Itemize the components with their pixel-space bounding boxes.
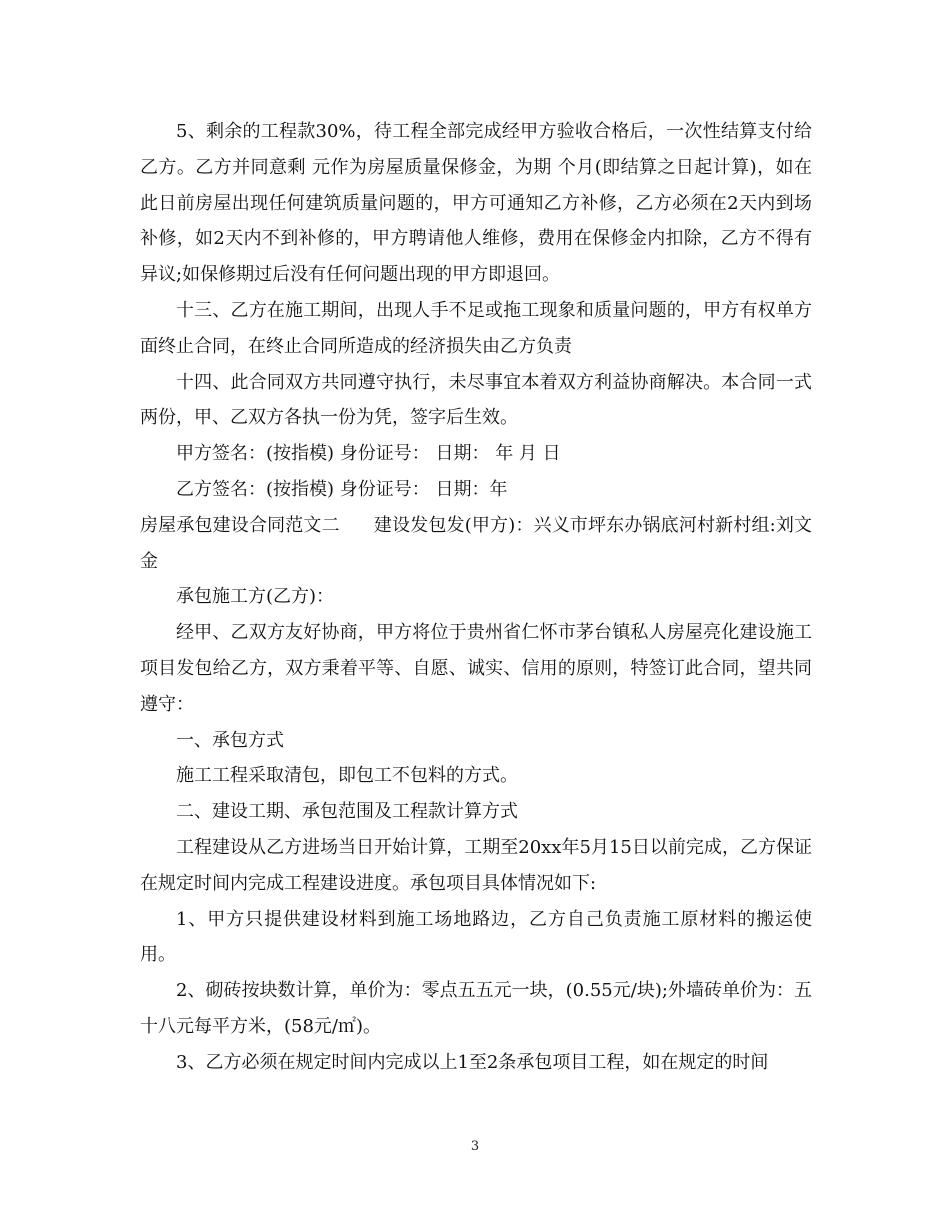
- item-1-materials: 1、甲方只提供建设材料到施工场地路边，乙方自己负责施工原材料的搬运使用。: [140, 908, 812, 966]
- paragraph-clause-14: 十四、此合同双方共同遵守执行，未尽事宜本着双方利益协商解决。本合同一式两份，甲、乙双方各执一份为凭，签字后生效。: [140, 371, 812, 429]
- contractor-line: 承包施工方(乙方)：: [176, 586, 335, 608]
- paragraph-agreement-intro: 经甲、乙双方友好协商，甲方将位于贵州省仁怀市茅台镇私人房屋亮化建设施工项目发包给乙方，双方秉着平等、自愿、诚实、信用的原则，特签订此合同，望共同遵守：: [140, 622, 812, 715]
- page-number: 3: [470, 1139, 480, 1154]
- party-a-signature-line: 甲方签名：(按指模) 身份证号： 日期： 年 月 日: [176, 443, 561, 465]
- item-2-pricing: 2、砌砖按块数计算，单价为：零点五五元一块，(0.55元/块);外墙砖单价为：五十八元每平方米，(58元/㎡)。: [140, 980, 812, 1037]
- item-3-deadline: 3、乙方必须在规定时间内完成以上1至2条承包项目工程，如在规定的时间: [176, 1051, 769, 1073]
- paragraph-clause-13: 十三、乙方在施工期间，出现人手不足或拖工现象和质量问题的，甲方有权单方面终止合同，在终止合同所造成的经济损失由乙方负责: [140, 299, 812, 357]
- heading-contract-method: 一、承包方式: [176, 729, 284, 751]
- section-heading-line: [140, 508, 812, 580]
- section-title: 房屋承包建设合同范文二: [140, 514, 340, 536]
- paragraph-contract-method: 施工工程采取清包，即包工不包料的方式。: [176, 765, 518, 787]
- paragraph-remaining-payment: 5、剩余的工程款30%，待工程全部完成经甲方验收合格后，一次性结算支付给乙方。乙方并同意剩 元作为房屋质量保修金，为期 个月(即结算之日起计算)，如在此日前房屋出现任何建筑质量问题的，甲方可通知乙方补修，乙方必须在2天内到场补修，如2天内不到补修的，甲方聘请他人维修，费用在保修金内扣除，乙方不得有异议;如保修期过后没有任何问题出现的甲方即退回。: [140, 121, 812, 286]
- section-heading-rest: 建设发包发(甲方)：兴义市坪东办锅底河村新村组:刘文金: [140, 514, 812, 572]
- party-b-signature-line: 乙方签名：(按指模) 身份证号： 日期：年: [176, 478, 508, 500]
- heading-schedule-scope: 二、建设工期、承包范围及工程款计算方式: [176, 801, 518, 823]
- paragraph-schedule: 工程建设从乙方进场当日开始计算，工期至20xx年5月15日以前完成，乙方保证在规定时间内完成工程建设进度。承包项目具体情况如下:: [140, 836, 812, 894]
- body-text: [140, 114, 812, 1081]
